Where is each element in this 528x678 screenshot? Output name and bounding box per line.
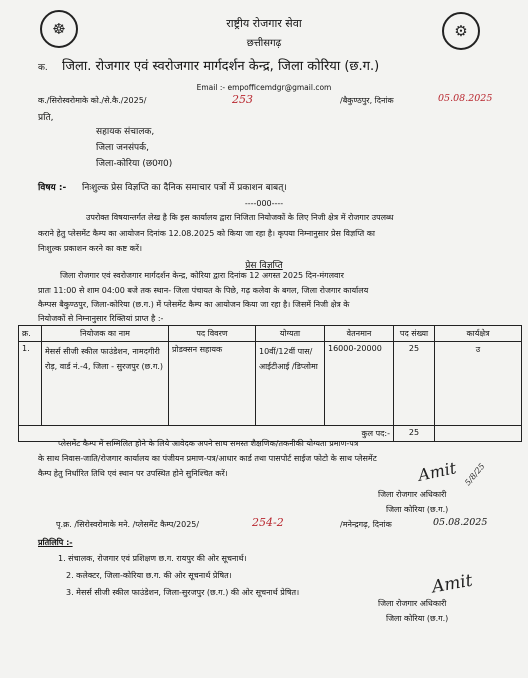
prati-label: प्रति,: [38, 113, 54, 123]
para1-line1: उपरोक्त विषयान्तर्गत लेख है कि इस कार्यालय द्वारा निजिता नियोजकों के लिए निजी क्षेत्र में रोजगार उपलब्ध: [86, 213, 394, 222]
row-post: प्रोडक्सन सहायक: [169, 342, 256, 426]
row-area: उ: [435, 342, 522, 426]
letter-number: क./सिरोस्वरोमाके को./से.कै./2025/: [38, 96, 147, 105]
press-line2: प्रातः 11:00 से शाम 04:00 बजे तक स्थान- जिला पंचायत के पिछे, गढ़ कलेवा के बगल, जिला रोजगार कार्यालय: [38, 286, 369, 295]
row-count: 25: [394, 342, 435, 426]
table-header: कार्यक्षेत्र: [435, 326, 522, 342]
office-name: जिला. रोजगार एवं स्वरोजगार मार्गदर्शन केन्द्र, जिला कोरिया (छ.ग.): [62, 59, 380, 74]
subject-label: विषय :-: [38, 183, 67, 193]
signature-1-title2: जिला कोरिया (छ.ग.): [386, 505, 449, 514]
office-email: Email :- empofficemdgr@gmail.com: [196, 83, 332, 92]
table-header: नियोजक का नाम: [42, 326, 169, 342]
signature-1: Amit: [416, 458, 458, 485]
table-header: वेतनमान: [325, 326, 394, 342]
table-header: योग्यता: [256, 326, 325, 342]
table-row: [19, 342, 522, 426]
total-value: 25: [394, 426, 435, 442]
endorsement-place-date: /मनेन्द्रगढ़, दिनांक: [340, 520, 392, 529]
office-prefix: क.: [38, 63, 48, 73]
letter-date-handwritten: 05.08.2025: [438, 93, 493, 104]
vacancy-table: [18, 325, 522, 442]
para1-line2: कराने हेतु प्लेसमेंट कैम्प का आयोजन दिनांक 12.08.2025 को किया जा रहा है। कृपया निम्नानुसार प्रेस विज्ञप्ति का: [38, 229, 375, 238]
copy-item-1: 1. संचालक, रोजगार एवं प्रशिक्षण छ.ग. रायपुर की ओर सूचनार्थ।: [58, 554, 247, 563]
endorsement-date-handwritten: 05.08.2025: [433, 517, 488, 528]
signature-2-title2: जिला कोरिया (छ.ग.): [386, 614, 449, 623]
table-header: क्र.: [19, 326, 42, 342]
table-header-row: [19, 326, 522, 342]
row-serial: 1.: [19, 342, 42, 426]
gear-emblem-icon: ⚙: [442, 12, 480, 50]
copy-item-2: 2. कलेक्टर, जिला-कोरिया छ.ग. की ओर सूचनार्थ प्रेषित।: [66, 571, 232, 580]
letter-number-handwritten: 253: [232, 93, 253, 106]
row-salary: 16000-20000: [325, 342, 394, 426]
total-label: कुल पद:-: [19, 426, 394, 442]
row-qualification: 10वीं/12वीं पास/आईटीआई /डिप्लोमा: [256, 342, 325, 426]
copy-item-3: 3. मेसर्स सीजी स्कील फाउंडेशन, जिला-सुरजपुर (छ.ग.) की ओर सूचनार्थ प्रेषित।: [66, 588, 300, 597]
signature-1-date: 5/8/25: [463, 461, 487, 488]
closing-line2: के साथ निवास-जाति/रोजगार कार्यालय का पंजीयन प्रमाण-पत्र/आधार कार्ड तथा पासपोर्ट साईज फोटो के साथ प्लेसमेंट: [38, 454, 377, 463]
org-line2: छत्तीसगढ़: [246, 38, 282, 49]
press-line1: जिला रोजगार एवं स्वरोजगार मार्गदर्शन केन्द्र, कोरिया द्वारा दिनांक 12 अगस्त 2025 दिन-मंगलवार: [60, 271, 344, 280]
para1-line3: निःशुल्क प्रकाशन करने का कष्ट करें।: [38, 244, 143, 253]
endorsement-letter-number: पृ.क्र. /सिरोस्वरोमाके मने. /प्लेसमेंट कैम्प/2025/: [56, 520, 200, 529]
endorsement-number-handwritten: 254-2: [252, 516, 284, 529]
subject-text: निःशुल्क प्रेस विज्ञप्ति का दैनिक समाचार पत्रों में प्रकाशन बाबत्।: [82, 183, 287, 193]
addressee-line3: जिला-कोरिया (छ0ग0): [96, 159, 173, 169]
table-header: पद विवरण: [169, 326, 256, 342]
org-line1: राष्ट्रीय रोजगार सेवा: [226, 17, 302, 30]
separator: ----000----: [244, 199, 284, 208]
press-line4: नियोजकों से निम्नानुसार रिक्तियां प्राप्त है :-: [38, 314, 164, 323]
press-line3: कैम्पस बैकुण्ठपुर, जिला-कोरिया (छ.ग.) में प्लेसमेंट कैम्प का आयोजन किया जा रहा है। जिसमें निजी क्षेत्र के: [38, 300, 350, 309]
addressee-line2: जिला जनसंपर्क,: [96, 143, 149, 153]
row-employer: मेसर्स सीजी स्कील फाउंडेशन, नामदगीरी रोड़, वार्ड नं.-4, जिला - सुरजपुर (छ.ग.): [42, 342, 169, 426]
press-heading: प्रेस विज्ञप्ति: [245, 261, 283, 271]
signature-2-title1: जिला रोजगार अधिकारी: [378, 599, 447, 608]
letter-place-date: /बैकुण्ठपुर, दिनांक: [340, 96, 394, 105]
closing-line1: प्लेसमेंट कैम्प में सम्मिलित होने के लिये आवेदक अपने साथ समस्त शैक्षणिक/तकनीकी योग्यता प्रमाण-पत्र: [58, 439, 359, 448]
closing-line3: कैम्प हेतु निर्धारित तिथि एवं स्थान पर उपस्थित होने सुनिश्चित करें।: [38, 469, 228, 478]
signature-1-title1: जिला रोजगार अधिकारी: [378, 490, 447, 499]
copy-label: प्रतिलिपि :-: [38, 538, 73, 547]
signature-2: Amit: [430, 570, 475, 598]
table-header: पद संख्या: [394, 326, 435, 342]
addressee-line1: सहायक संचालक,: [96, 127, 155, 137]
emblem-icon: ☸: [40, 10, 78, 48]
